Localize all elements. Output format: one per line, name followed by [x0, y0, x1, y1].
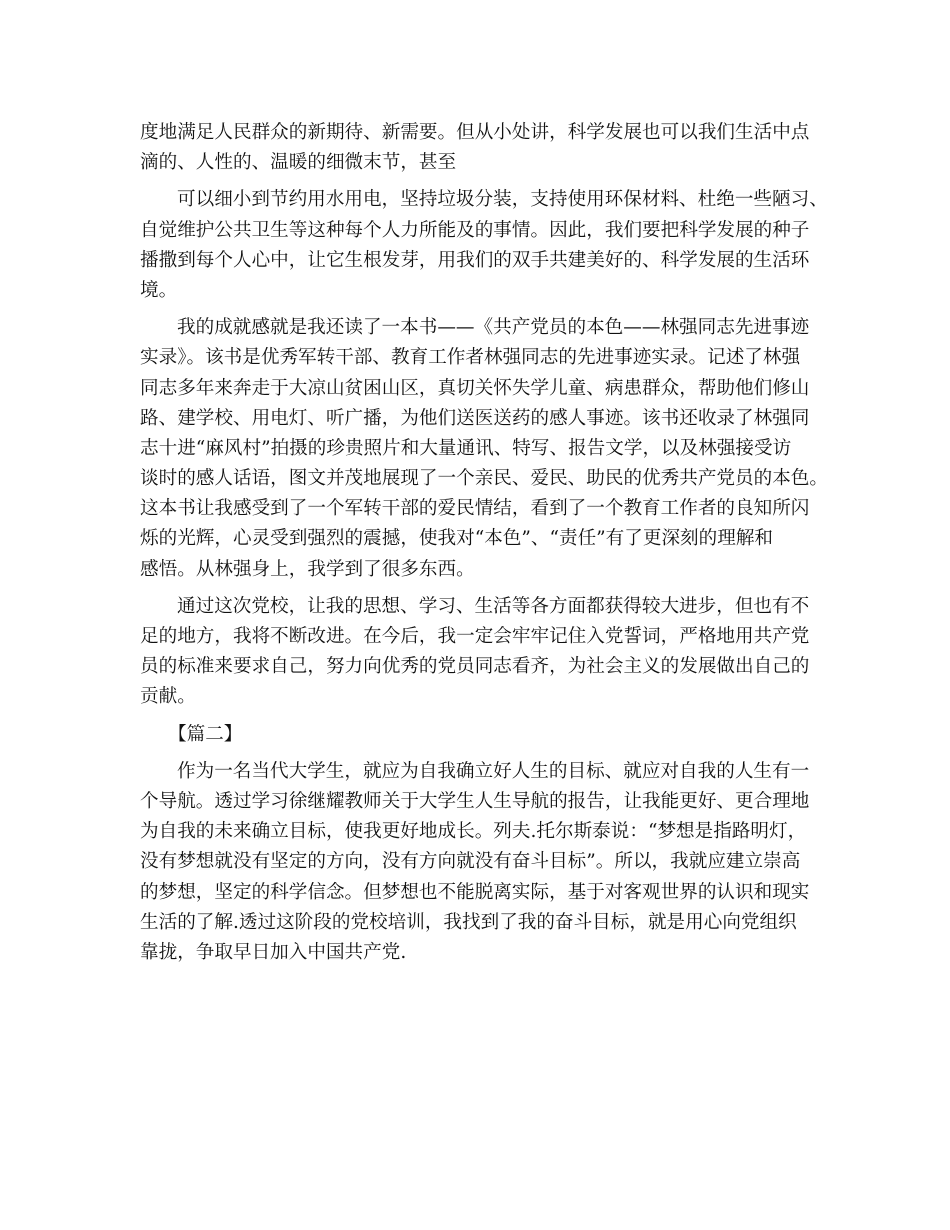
text-line: 足的地方，我将不断改进。在今后，我一定会牢牢记住入党誓词，严格地用共产党 — [140, 626, 810, 647]
text-line: 路、建学校、用电灯、听广播，为他们送医送药的感人事迹。该书还收录了林强同 — [140, 407, 810, 429]
text-line: 可以细小到节约用水用电，坚持垃圾分装，支持使用环保材料、杜绝一些陋习、 — [177, 189, 828, 211]
text-line: 烁的光辉，心灵受到强烈的震撼，使我对“本色”、“责任”有了更深刻的理解和 — [140, 528, 774, 550]
text-line: 滴的、人性的、温暖的细微末节，甚至 — [140, 152, 457, 174]
paragraph-party-school — [140, 592, 810, 713]
text-line: 靠拢，争取早日加入中国共产党. — [140, 941, 407, 963]
text-line: 贡献。 — [140, 686, 196, 708]
paragraph-continuation — [140, 118, 810, 178]
text-line: 个导航。透过学习徐继耀教师关于大学生人生导航的报告，让我能更好、更合理地 — [140, 790, 810, 812]
section-heading — [140, 720, 810, 750]
text-line: 自觉维护公共卫生等这种每个人力所能及的事情。因此，我们要把科学发展的种子 — [140, 219, 810, 241]
text-line: 谈时的感人话语，图文并茂地展现了一个亲民、爱民、助民的优秀共产党员的本色。 — [140, 468, 828, 490]
text-line: 感悟。从林强身上，我学到了很多东西。 — [140, 558, 475, 580]
text-line: 实录》。该书是优秀军转干部、教育工作者林强同志的先进事迹实录。记述了林强 — [140, 347, 801, 369]
paragraph-environment — [140, 185, 828, 306]
text-line: 这本书让我感受到了一个军转干部的爱民情结，看到了一个教育工作者的良知所闪 — [140, 498, 810, 520]
paragraph-student-goals — [140, 757, 810, 968]
text-line: 作为一名当代大学生，就应为自我确立好人生的目标、就应对自我的人生有一 — [177, 760, 810, 782]
paragraph-book — [140, 313, 828, 585]
text-line: 志十进“麻风村”拍摄的珍贵照片和大量通讯、特写、报告文学，以及林强接受访 — [140, 437, 792, 459]
text-line: 为自我的未来确立目标，使我更好地成长。列夫.托尔斯泰说：“梦想是指路明灯， — [140, 821, 807, 843]
text-line: 同志多年来奔走于大凉山贫困山区，真切关怀失学儿童、病患群众，帮助他们修山 — [140, 377, 810, 399]
section-heading-text: 【篇二】 — [168, 723, 243, 745]
text-line: 我的成就感就是我还读了一本书——《共产党员的本色——林强同志先进事迹 — [177, 317, 810, 339]
text-line: 度地满足人民群众的新期待、新需要。但从小处讲，科学发展也可以我们生活中点 — [140, 122, 810, 143]
text-line: 境。 — [140, 279, 178, 301]
text-line: 播撒到每个人心中，让它生根发芽，用我们的双手共建美好的、科学发展的生活环 — [140, 249, 810, 271]
text-line: 的梦想，坚定的科学信念。但梦想也不能脱离实际，基于对客观世界的认识和现实 — [140, 881, 810, 903]
text-line: 通过这次党校，让我的思想、学习、生活等各方面都获得较大进步，但也有不 — [177, 595, 810, 617]
text-line: 没有梦想就没有坚定的方向，没有方向就没有奋斗目标”。所以，我就应建立崇高 — [140, 851, 801, 873]
text-line: 员的标准来要求自己，努力向优秀的党员同志看齐，为社会主义的发展做出自己的 — [140, 656, 810, 678]
text-line: 生活的了解.透过这阶段的党校培训，我找到了我的奋斗目标，就是用心向党组织 — [140, 911, 797, 933]
